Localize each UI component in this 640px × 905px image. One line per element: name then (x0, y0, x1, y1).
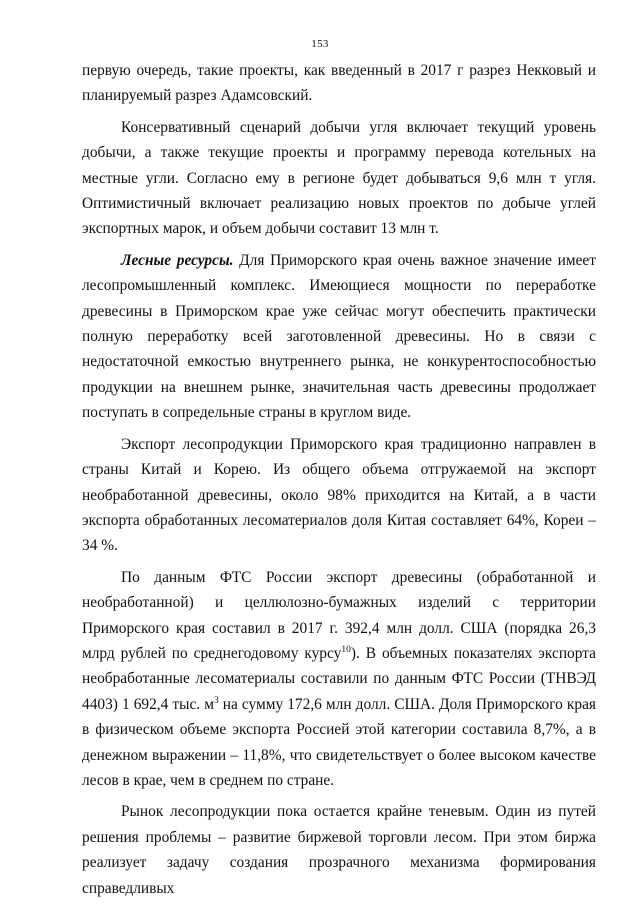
cubic-unit-superscript: 3 (213, 695, 219, 706)
footnote-marker: 10 (341, 644, 351, 655)
paragraph-coal-scenarios: Консервативный сценарий добычи угля включает текущий уровень добычи, а также текущие проекты и программу перевода котельных на местные угли. Согласно ему в регионе будет добываться 9,6 млн т угля. Оптимистичный включает реализацию новых проектов по добыче углей экспортных марок, и объем добычи составит 13 млн т. (82, 118, 596, 238)
paragraph-forest-resources-text: Для Приморского края очень важное значение имеет лесопромышленный комплекс. Имеющиеся мощности по переработке древесины в Приморском крае уже сейчас могут обеспечить практически полную переработку всей заготовленной древесины. Но в связи с недостаточной емкостью внутреннего рынка, не конкурентоспособностью продукции на внешнем рынке, значительная часть древесины продолжает поступать в сопредельные страны в круглом виде. (82, 251, 596, 422)
paragraph-shadow-market: Рынок лесопродукции пока остается крайне теневым. Один из путей решения проблемы – развитие биржевой торговли лесом. При этом биржа реализует задачу создания прозрачного механизма формирования справедливых (82, 803, 596, 897)
paragraph-fts-export-data (82, 565, 596, 794)
paragraph-forest-resources (82, 248, 596, 426)
document-body (82, 58, 596, 901)
paragraph-coal-projects: первую очередь, такие проекты, как введенный в 2017 г разрез Некковый и планируемый разрез Адамсовский. (82, 62, 596, 105)
section-term-forest-resources: Лесные ресурсы. (121, 251, 234, 269)
fts-text-part-1: По данным ФТС России экспорт древесины (обработанной и необработанной) и целлюлозно-бумажных изделий с территории Приморского края составил в 2017 г. 392,4 млн долл. США (порядка 26,3 млрд рублей по среднегодовому курсу (82, 568, 596, 662)
page-number: 153 (311, 38, 329, 50)
paragraph-export-destinations: Экспорт лесопродукции Приморского края традиционно направлен в страны Китай и Корею. Из общего объема отгружаемой на экспорт необработанной древесины, около 98% приходится на Китай, а в части экспорта обработанных лесоматериалов доля Китая составляет 64%, Кореи – 34 %. (82, 435, 596, 555)
fts-text-part-2: ). В объемных показателях экспорта необработанные лесоматериалы составили по данным ФТС России (ТНВЭД 4403) 1 692,4 тыс. м (82, 644, 596, 713)
fts-text-part-3: на сумму 172,6 млн долл. США. Доля Приморского края в физическом объеме экспорта Россией этой категории составила 8,7%, а в денежном выражении – 11,8%, что свидетельствует о более высоком качестве лесов в крае, чем в среднем по стране. (82, 695, 597, 789)
